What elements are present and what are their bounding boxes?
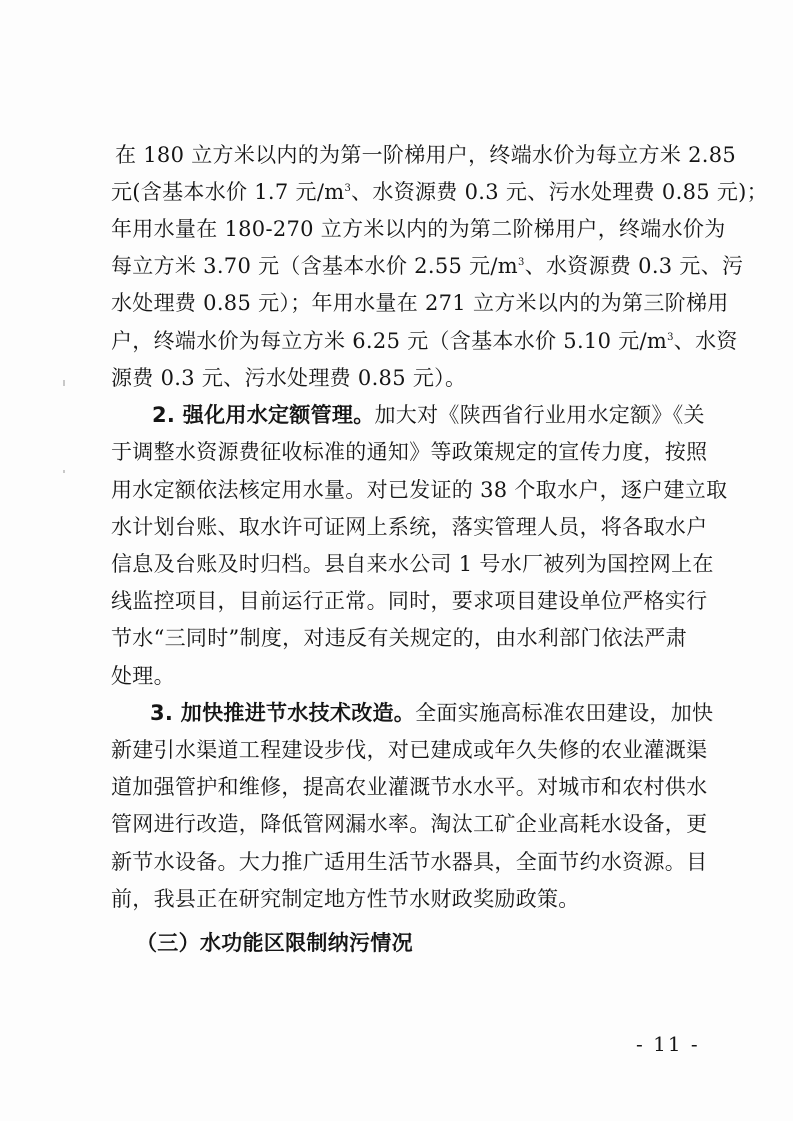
text-line bbox=[150, 698, 713, 728]
text-segment: 、水资源费 0.3 元、污 bbox=[524, 254, 744, 278]
text-line bbox=[152, 400, 705, 430]
text-line: 前，我县正在研究制定地方性节水财政奖励政策。 bbox=[111, 887, 580, 911]
text-line: 处理。 bbox=[111, 664, 175, 688]
text-line: 新建引水渠道工程建设步伐，对已建成或年久失修的农业灌溉渠 bbox=[111, 738, 708, 762]
superscript: 3 bbox=[344, 183, 352, 194]
section-heading: 2. 强化用水定额管理。 bbox=[152, 403, 375, 427]
text-line: 源费 0.3 元、污水处理费 0.85 元）。 bbox=[111, 366, 467, 390]
text-line: 新节水设备。大力推广适用生活节水器具，全面节约水资源。目 bbox=[111, 850, 708, 874]
text-line: 在 180 立方米以内的为第一阶梯用户，终端水价为每立方米 2.85 bbox=[115, 143, 737, 167]
scan-mark bbox=[63, 470, 65, 473]
superscript: 3 bbox=[518, 257, 525, 268]
text-line: 于调整水资源费征收标准的通知》等政策规定的宣传力度，按照 bbox=[111, 440, 708, 464]
text-line bbox=[111, 251, 743, 281]
text-segment: 每立方米 3.70 元（含基本水价 2.55 元/m bbox=[111, 254, 519, 278]
text-line: 水处理费 0.85 元）；年用水量在 271 立方米以内的为第三阶梯用 bbox=[111, 291, 729, 315]
text-segment: 元(含基本水价 1.7 元/m bbox=[111, 180, 345, 204]
text-segment: 全面实施高标准农田建设，加快 bbox=[415, 701, 714, 725]
text-line: 信息及台账及时归档。县自来水公司 1 号水厂被列为国控网上在 bbox=[111, 552, 714, 576]
text-segment: 户，终端水价为每立方米 6.25 元（含基本水价 5.10 元/m bbox=[111, 329, 668, 353]
text-line bbox=[111, 177, 768, 207]
text-line: 节水“三同时”制度，对违反有关规定的，由水利部门依法严肃 bbox=[111, 626, 687, 650]
text-line: 线监控项目，目前运行正常。同时，要求项目建设单位严格实行 bbox=[111, 589, 708, 613]
section-heading: 3. 加快推进节水技术改造。 bbox=[150, 701, 416, 725]
page-number: - 11 - bbox=[636, 1032, 700, 1056]
text-line: 水计划台账、取水许可证网上系统，落实管理人员，将各取水户 bbox=[111, 515, 708, 539]
text-line: 管网进行改造，降低管网漏水率。淘汰工矿企业高耗水设备，更 bbox=[111, 812, 708, 836]
text-segment: 、水资 bbox=[673, 329, 738, 353]
superscript: 3 bbox=[667, 332, 674, 343]
text-line: 年用水量在 180-270 立方米以内的为第二阶梯用户，终端水价为 bbox=[111, 217, 726, 241]
subsection-heading: （三）水功能区限制纳污情况 bbox=[136, 931, 413, 955]
text-segment: 加大对《陕西省行业用水定额》《关 bbox=[374, 403, 705, 427]
text-line: 用水定额依法核定用水量。对已发证的 38 个取水户，逐户建立取 bbox=[111, 478, 728, 502]
text-line bbox=[111, 326, 738, 356]
text-line: 道加强管护和维修，提高农业灌溉节水水平。对城市和农村供水 bbox=[111, 775, 708, 799]
text-segment: 、水资源费 0.3 元、污水处理费 0.85 元)； bbox=[351, 180, 768, 204]
scan-mark bbox=[63, 380, 65, 386]
